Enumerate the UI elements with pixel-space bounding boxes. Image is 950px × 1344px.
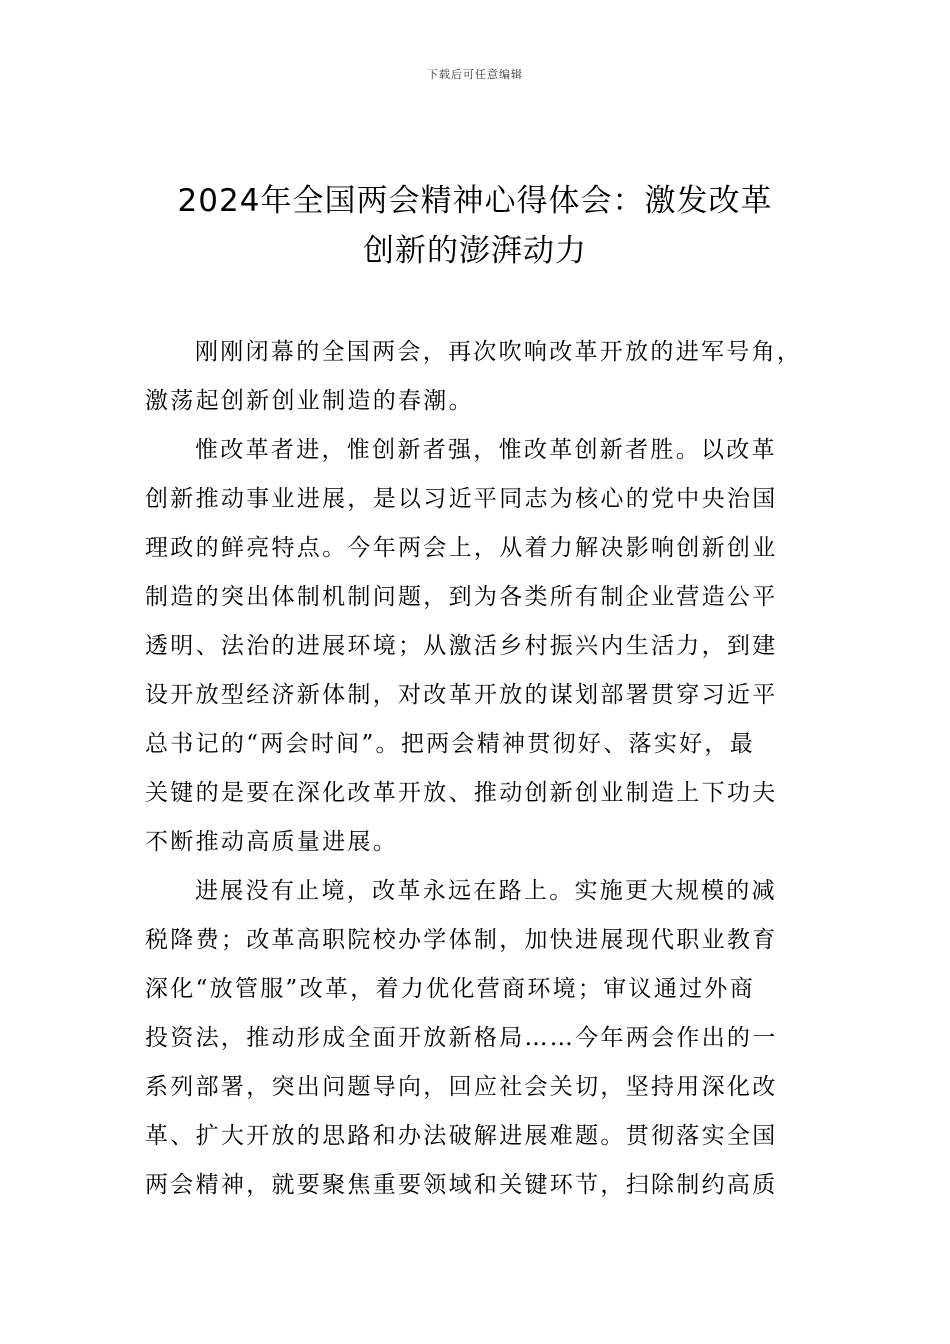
paragraph-line: 两会精神，就要聚焦重要领域和关键环节，扫除制约高质 — [145, 1172, 778, 1198]
paragraph-line: 不断推动高质量进展。 — [145, 829, 398, 855]
paragraph-line: 透明、法治的进展环境；从激活乡村振兴内生活力，到建 — [145, 633, 778, 659]
paragraph-line: 设开放型经济新体制，对改革开放的谋划部署贯穿习近平 — [145, 682, 778, 708]
paragraph-line: 进展没有止境，改革永远在路上。实施更大规模的减 — [195, 878, 777, 904]
paragraph-line: 革、扩大开放的思路和办法破解进展难题。贯彻落实全国 — [145, 1123, 778, 1149]
paragraph-line: 关键的是要在深化改革开放、推动创新创业制造上下功夫 — [145, 780, 778, 806]
paragraph-line: 创新推动事业进展，是以习近平同志为核心的党中央治国 — [145, 486, 778, 512]
document-body — [145, 328, 805, 1210]
paragraph-line: 总书记的“两会时间”。把两会精神贯彻好、落实好，最 — [145, 731, 756, 757]
title-line: 2024年全国两会精神心得体会：激发改革 — [177, 183, 773, 219]
paragraph-line: 系列部署，突出问题导向，回应社会关切，坚持用深化改 — [145, 1074, 778, 1100]
paragraph-line: 刚刚闭幕的全国两会，再次吹响改革开放的进军号角， — [195, 339, 803, 365]
paragraph-line: 激荡起创新创业制造的春潮。 — [145, 388, 474, 414]
paragraph-line: 理政的鲜亮特点。今年两会上，从着力解决影响创新创业 — [145, 535, 778, 561]
header-note: 下载后可任意编辑 — [427, 68, 523, 81]
paragraph-line: 惟改革者进，惟创新者强，惟改革创新者胜。以改革 — [195, 437, 777, 463]
paragraph-line: 税降费；改革高职院校办学体制，加快进展现代职业教育 — [145, 927, 778, 953]
paragraph-line: 制造的突出体制机制问题，到为各类所有制企业营造公平 — [145, 584, 778, 610]
paragraph-line: 深化“放管服”改革，着力优化营商环境；审议通过外商 — [145, 976, 756, 1002]
title-line: 创新的澎湃动力 — [363, 233, 587, 269]
document-title — [120, 176, 830, 276]
paragraph-line: 投资法，推动形成全面开放新格局……今年两会作出的一 — [145, 1025, 778, 1051]
